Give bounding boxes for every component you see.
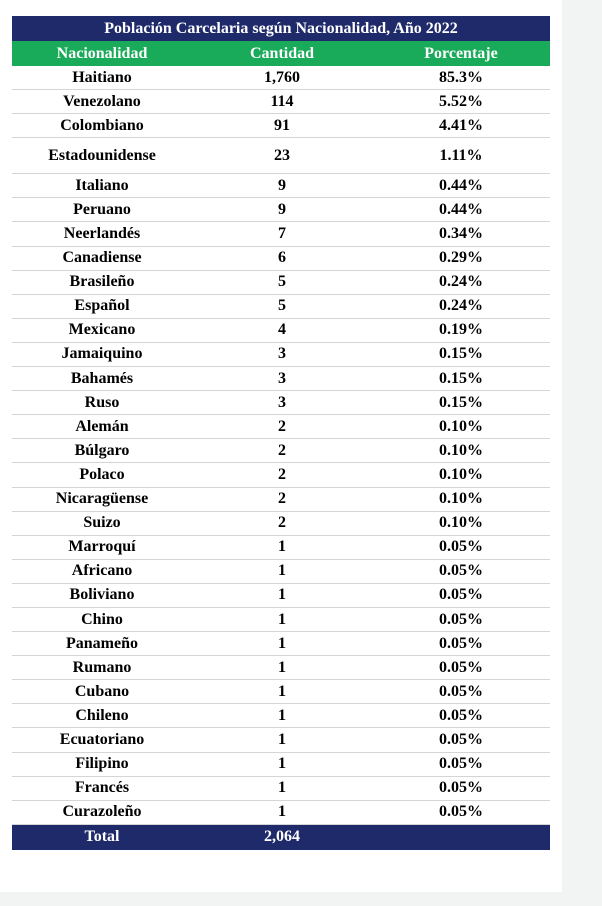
cell-nacionalidad: Español: [74, 297, 130, 315]
cell-cantidad: 1: [278, 610, 286, 628]
table-row: [12, 391, 550, 415]
cell-nacionalidad: Boliviano: [69, 586, 135, 604]
cell-cantidad: 2: [278, 490, 286, 508]
cell-porcentaje: 1.11%: [439, 146, 483, 164]
cell-nacionalidad: Mexicano: [68, 321, 136, 339]
cell-porcentaje: 0.19%: [439, 321, 483, 339]
table-title: Población Carcelaria según Nacionalidad, Año 2022: [12, 16, 550, 41]
table-row: [12, 608, 550, 632]
cell-porcentaje: 0.10%: [439, 441, 483, 459]
cell-cantidad: 5: [278, 273, 286, 291]
cell-nacionalidad: Nicaragüense: [55, 490, 149, 508]
table-row: [12, 777, 550, 801]
cell-cantidad: 1: [278, 538, 286, 556]
cell-cantidad: 4: [278, 321, 286, 339]
cell-nacionalidad: Polaco: [79, 465, 125, 483]
table-row: [12, 488, 550, 512]
cell-porcentaje: 85.3%: [439, 68, 483, 86]
table-row: [12, 584, 550, 608]
cell-cantidad: 1: [278, 682, 286, 700]
table-row: [12, 174, 550, 198]
cell-nacionalidad: Chileno: [75, 706, 129, 724]
cell-nacionalidad: Africano: [71, 562, 133, 580]
table-row: [12, 728, 550, 752]
cell-cantidad: 1: [278, 755, 286, 773]
cell-cantidad: 3: [278, 393, 286, 411]
cell-cantidad: 1: [278, 803, 286, 821]
cell-nacionalidad: Venezolano: [63, 92, 141, 110]
table-row: [12, 138, 550, 174]
table-row: [12, 753, 550, 777]
cell-cantidad: 2: [278, 465, 286, 483]
cell-porcentaje: 0.24%: [439, 297, 483, 315]
cell-nacionalidad: Jamaiquino: [61, 345, 143, 363]
table-row: [12, 536, 550, 560]
table-row: [12, 656, 550, 680]
cell-nacionalidad: Canadiense: [62, 249, 142, 267]
table-row: [12, 198, 550, 222]
cell-cantidad: 9: [278, 200, 286, 218]
table-row: [12, 439, 550, 463]
cell-porcentaje: 0.10%: [439, 514, 483, 532]
cell-cantidad: 1: [278, 706, 286, 724]
table-row: [12, 512, 550, 536]
cell-porcentaje: 0.10%: [439, 490, 483, 508]
table-row: [12, 295, 550, 319]
cell-porcentaje: 0.05%: [439, 755, 483, 773]
cell-nacionalidad: Alemán: [75, 417, 129, 435]
cell-porcentaje: 0.05%: [439, 562, 483, 580]
cell-porcentaje: 0.05%: [439, 803, 483, 821]
cell-porcentaje: 0.05%: [439, 706, 483, 724]
cell-cantidad: 6: [278, 249, 286, 267]
cell-cantidad: 3: [278, 345, 286, 363]
cell-cantidad: 2: [278, 441, 286, 459]
cell-cantidad: 1,760: [264, 68, 300, 86]
cell-nacionalidad: Estadounidense: [48, 146, 156, 164]
cell-nacionalidad: Haitiano: [72, 68, 132, 86]
cell-nacionalidad: Colombiano: [60, 116, 144, 134]
cell-porcentaje: 0.10%: [439, 465, 483, 483]
cell-nacionalidad: Marroquí: [68, 538, 136, 556]
table-row: [12, 415, 550, 439]
header-cantidad: Cantidad: [249, 44, 315, 62]
cell-cantidad: 1: [278, 658, 286, 676]
table-row: [12, 463, 550, 487]
cell-porcentaje: 0.05%: [439, 682, 483, 700]
cell-nacionalidad: Cubano: [74, 682, 130, 700]
cell-porcentaje: 0.05%: [439, 779, 483, 797]
cell-nacionalidad: Chino: [81, 610, 123, 628]
cell-porcentaje: 0.15%: [439, 369, 483, 387]
cell-cantidad: 1: [278, 779, 286, 797]
cell-porcentaje: 0.15%: [439, 393, 483, 411]
cell-cantidad: 1: [278, 586, 286, 604]
cell-nacionalidad: Ruso: [84, 393, 120, 411]
cell-porcentaje: 0.10%: [439, 417, 483, 435]
cell-porcentaje: 0.05%: [439, 634, 483, 652]
cell-nacionalidad: Bahamés: [70, 369, 134, 387]
cell-nacionalidad: Brasileño: [69, 273, 135, 291]
cell-cantidad: 1: [278, 562, 286, 580]
cell-nacionalidad: Italiano: [75, 176, 129, 194]
cell-porcentaje: 0.29%: [439, 249, 483, 267]
table-row: [12, 66, 550, 90]
header-nacionalidad: Nacionalidad: [56, 44, 148, 62]
cell-cantidad: 3: [278, 369, 286, 387]
table-row: [12, 114, 550, 138]
cell-nacionalidad: Rumano: [72, 658, 132, 676]
cell-porcentaje: 0.44%: [439, 176, 483, 194]
table-row: [12, 632, 550, 656]
table-total-row: [12, 825, 550, 850]
total-cantidad: 2,064: [264, 828, 300, 846]
table-row: [12, 319, 550, 343]
table-row: [12, 560, 550, 584]
table-row: [12, 343, 550, 367]
table-row: [12, 704, 550, 728]
table-row: [12, 222, 550, 246]
cell-porcentaje: 0.05%: [439, 610, 483, 628]
table-row: [12, 247, 550, 271]
cell-nacionalidad: Curazoleño: [62, 803, 142, 821]
cell-cantidad: 9: [278, 176, 286, 194]
table-row: [12, 680, 550, 704]
cell-cantidad: 2: [278, 514, 286, 532]
cell-nacionalidad: Ecuatoriano: [59, 730, 145, 748]
total-label: Total: [84, 828, 120, 846]
cell-nacionalidad: Panameño: [66, 634, 138, 652]
cell-cantidad: 1: [278, 730, 286, 748]
table-row: [12, 801, 550, 825]
table-body: [12, 66, 550, 825]
header-porcentaje: Porcentaje: [424, 44, 498, 62]
table-row: [12, 367, 550, 391]
cell-nacionalidad: Filipino: [75, 755, 129, 773]
cell-porcentaje: 0.05%: [439, 658, 483, 676]
cell-nacionalidad: Francés: [74, 779, 130, 797]
population-table: [12, 16, 550, 850]
cell-porcentaje: 4.41%: [439, 116, 483, 134]
cell-porcentaje: 5.52%: [439, 92, 483, 110]
cell-porcentaje: 0.44%: [439, 200, 483, 218]
cell-porcentaje: 0.05%: [439, 538, 483, 556]
cell-porcentaje: 0.05%: [439, 730, 483, 748]
cell-cantidad: 114: [270, 92, 294, 110]
cell-porcentaje: 0.34%: [439, 225, 483, 243]
table-row: [12, 271, 550, 295]
cell-nacionalidad: Búlgaro: [74, 441, 130, 459]
table-header-row: [12, 41, 550, 66]
cell-cantidad: 2: [278, 417, 286, 435]
table-row: [12, 90, 550, 114]
cell-cantidad: 23: [274, 146, 290, 164]
cell-cantidad: 7: [278, 225, 286, 243]
cell-porcentaje: 0.05%: [439, 586, 483, 604]
cell-cantidad: 1: [278, 634, 286, 652]
cell-cantidad: 5: [278, 297, 286, 315]
cell-nacionalidad: Peruano: [73, 200, 131, 218]
cell-porcentaje: 0.15%: [439, 345, 483, 363]
cell-cantidad: 91: [274, 116, 290, 134]
cell-nacionalidad: Suizo: [83, 514, 121, 532]
cell-nacionalidad: Neerlandés: [63, 225, 141, 243]
cell-porcentaje: 0.24%: [439, 273, 483, 291]
